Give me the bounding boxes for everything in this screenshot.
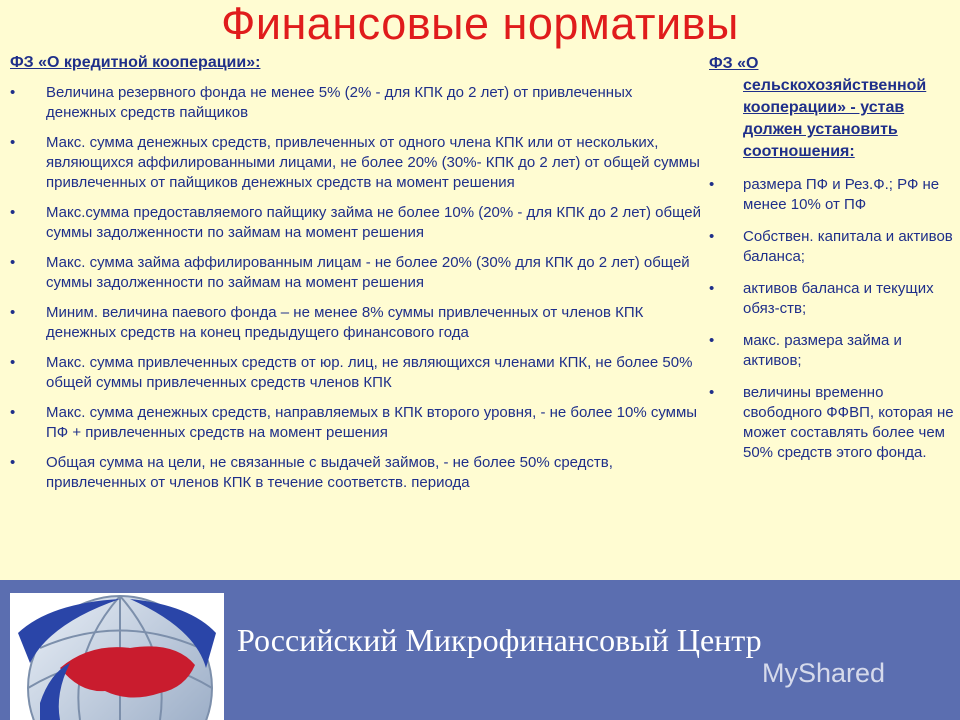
watermark: MyShared <box>762 658 886 688</box>
list-item: • Макс. сумма денежных средств, направляемых в КПК второго уровня, - не более 10% суммы ПФ + привлеченных средств на момент решения <box>10 403 705 443</box>
list-item: • Макс.сумма предоставляемого пайщику займа не более 10% (20% - для КПК до 2 лет) общей суммы задолженности по займам на момент решения <box>10 203 705 243</box>
globe-logo-icon <box>10 593 224 720</box>
list-item: • размера ПФ и Рез.Ф.; РФ не менее 10% от ПФ <box>709 175 954 215</box>
right-heading-rest: сельскохозяйственной кооперации» - устав должен установить соотношения: <box>743 77 927 160</box>
list-item: • Макс. сумма привлеченных средств от юр. лиц, не являющихся членами КПК, не более 50% общей суммы привлеченных средств членов КПК <box>10 353 705 393</box>
organization-name: Российский Микрофинансовый Центр <box>237 622 762 658</box>
list-item: • Макс. сумма денежных средств, привлеченных от одного члена КПК или от нескольких, являющихся аффилированными лицами, не более 20% (30%- КПК до 2 лет) от общей суммы привлеченных от пайщиков денежных средств на момент решения <box>10 133 705 193</box>
footer-bar <box>0 580 960 720</box>
list-item: • Собствен. капитала и активов баланса; <box>709 227 954 267</box>
list-item: • макс. размера займа и активов; <box>709 331 954 371</box>
left-heading: ФЗ «О кредитной кооперации»: <box>10 54 261 71</box>
right-heading-first: ФЗ «О <box>709 55 759 72</box>
left-column <box>10 53 705 493</box>
logo <box>10 593 224 720</box>
right-column <box>709 53 954 463</box>
right-bullet-list <box>709 175 954 463</box>
slide-title: Финансовые нормативы <box>221 0 739 49</box>
list-item: • Величина резервного фонда не менее 5% (2% - для КПК до 2 лет) от привлеченных денежных средств пайщиков <box>10 83 705 123</box>
list-item: • Макс. сумма займа аффилированным лицам - не более 20% (30% для КПК до 2 лет) общей суммы задолженности по займам на момент решения <box>10 253 705 293</box>
list-item: • величины временно свободного ФФВП, которая не может составлять более чем 50% средств этого фонда. <box>709 383 954 463</box>
list-item: • Общая сумма на цели, не связанные с выдачей займов, - не более 50% средств, привлеченных от членов КПК в течение соответств. периода <box>10 453 705 493</box>
list-item: • Миним. величина паевого фонда – не менее 8% суммы привлеченных от членов КПК денежных средств на конец предыдущего финансового года <box>10 303 705 343</box>
right-heading <box>709 53 954 163</box>
list-item: • активов баланса и текущих обяз-ств; <box>709 279 954 319</box>
left-bullet-list <box>10 83 705 493</box>
